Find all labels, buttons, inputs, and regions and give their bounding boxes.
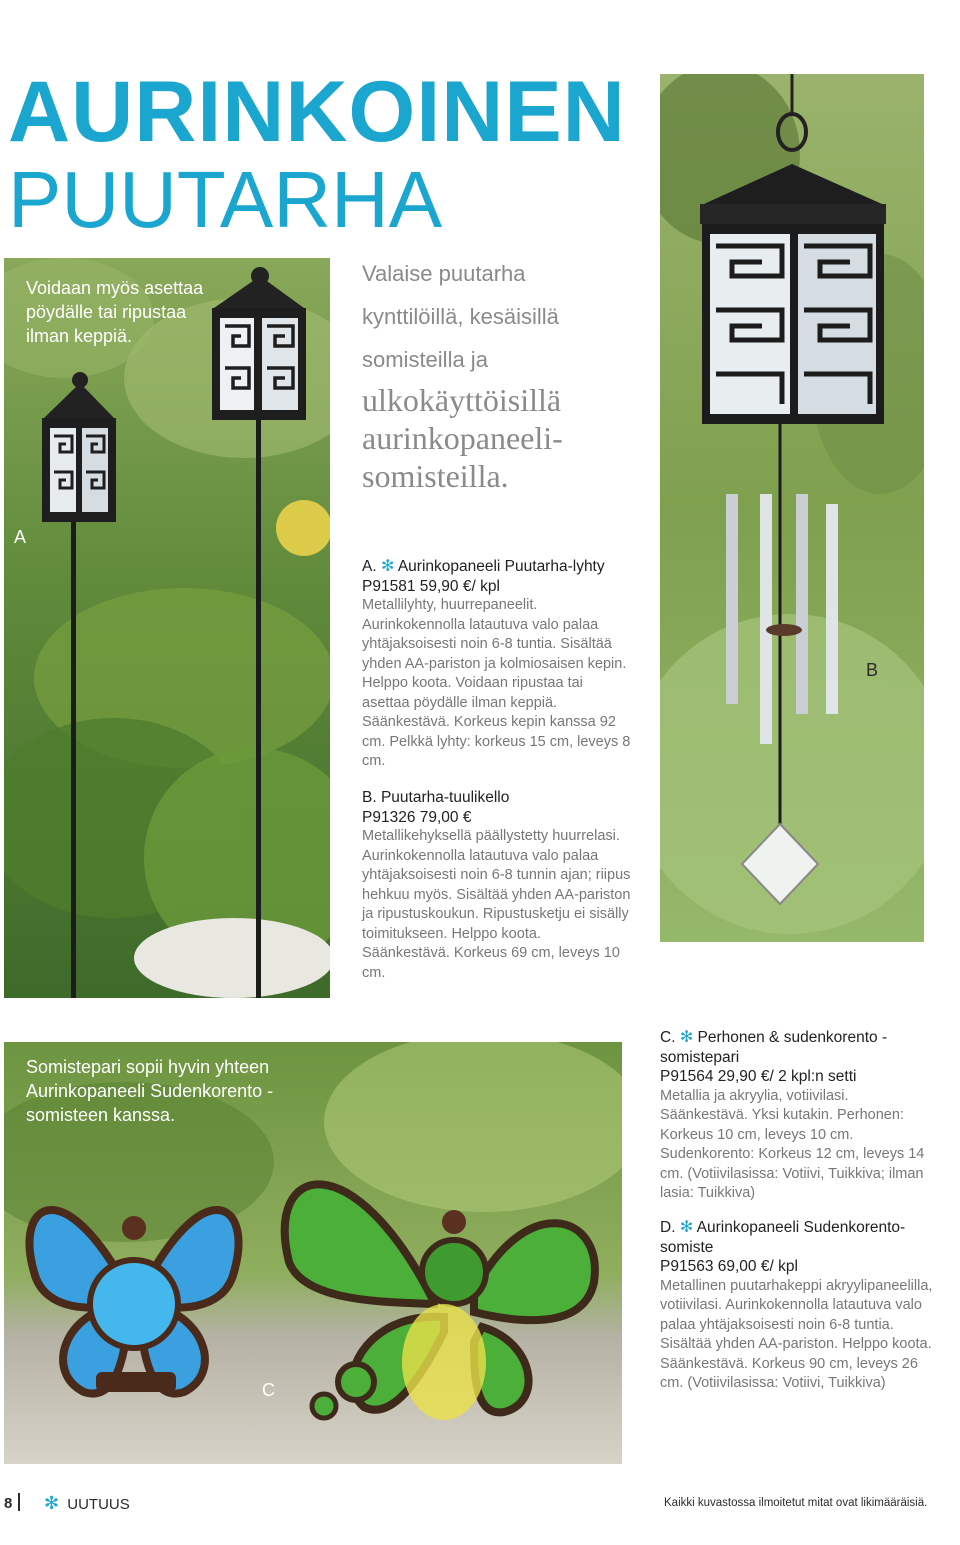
product-a-name: Aurinkopaneeli Puutarha-lyhty — [397, 558, 605, 575]
snowflake-star-icon: ✻ — [679, 1219, 694, 1236]
tagline-line: ulkokäyttöisillä — [362, 382, 562, 418]
tagline-line: somisteilla ja — [362, 347, 488, 372]
photo-c-letter: C — [262, 1380, 275, 1400]
tagline — [362, 252, 642, 495]
page-number: 8 — [4, 1493, 20, 1512]
product-c — [660, 1028, 940, 1204]
page-title-line1: AURINKOINEN — [8, 64, 626, 160]
product-c-name: Perhonen & sudenkorento -somistepari — [660, 1029, 888, 1066]
product-d-code-price: P91563 69,00 €/ kpl — [660, 1258, 798, 1275]
photo-a-caption: Voidaan myös asettaa pöydälle tai ripustaa ilman keppiä. — [26, 278, 204, 346]
product-a-description: Metallilyhty, huurrepaneelit. Aurinkokennolla latautuva valo palaa yhtäjaksoisesti noin 6-8 tuntia. Sisältää yhden AA-pariston ja kolmiosaisen kepin. Helppo koota. Voidaan ripustaa tai asettaa pöydälle ilman keppiä. Säänkestävä. Korkeus kepin kanssa 92 cm. Pelkkä lyhty: korkeus 15 cm, leveys 8 cm. — [362, 597, 631, 769]
page-title-line2: PUUTARHA — [8, 155, 443, 244]
product-d — [660, 1218, 940, 1394]
product-b-name: B. Puutarha-tuulikello — [362, 789, 510, 806]
lantern-photo — [4, 258, 330, 998]
snowflake-star-icon: ✻ — [44, 1493, 60, 1513]
new-label: UUTUUS — [67, 1496, 130, 1513]
new-marker — [44, 1493, 130, 1514]
product-a — [362, 557, 632, 772]
product-c-prefix: C. — [660, 1029, 676, 1046]
product-d-prefix: D. — [660, 1219, 676, 1236]
product-b — [362, 788, 632, 983]
product-d-description: Metallinen puutarhakeppi akryylipaneelilla, votiivilasi. Aurinkokennolla latautuva valo palaa yhtäjaksoisesti noin 6-8 tuntia. Sisältää yhden AA-pariston. Helppo koota. Säänkestävä. Korkeus 90 cm, leveys 26 cm. (Votiivilasissa: Votiivi, Tuikkiva) — [660, 1277, 933, 1391]
photo-a-letter: A — [14, 527, 27, 547]
product-a-prefix: A. — [362, 558, 377, 575]
snowflake-star-icon: ✻ — [679, 1029, 694, 1046]
photo-b-letter: B — [866, 660, 879, 680]
snowflake-star-icon: ✻ — [380, 558, 395, 575]
photo-c-caption: Somistepari sopii hyvin yhteen Aurinkopaneeli Sudenkorento -somisteen kanssa. — [26, 1057, 274, 1125]
product-a-heading — [362, 557, 632, 577]
product-c-description: Metallia ja akryylia, votiivilasi. Säänkestävä. Yksi kutakin. Perhonen: Korkeus 10 cm, leveys 10 cm. Sudenkorento: Korkeus 12 cm, leveys 14 cm. (Votiivilasissa: Votiivi, Tuikkiva; ilman lasia: Tuikkiva) — [660, 1087, 925, 1201]
product-c-heading — [660, 1028, 940, 1067]
product-d-heading — [660, 1218, 940, 1257]
product-c-code-price: P91564 29,90 €/ 2 kpl:n setti — [660, 1068, 857, 1085]
tagline-line: aurinkopaneeli- — [362, 420, 563, 456]
tagline-line: kynttilöillä, kesäisillä — [362, 304, 559, 329]
product-b-code-price: P91326 79,00 € — [362, 808, 472, 826]
tagline-line: somisteilla. — [362, 458, 509, 494]
wind-chime-photo — [660, 74, 924, 942]
page-number-divider — [18, 1493, 20, 1511]
product-a-code-price: P91581 59,90 €/ kpl — [362, 577, 500, 595]
product-d-name: Aurinkopaneeli Sudenkorento-somiste — [660, 1219, 906, 1256]
tagline-line: Valaise puutarha — [362, 261, 526, 286]
product-b-description: Metallikehyksellä päällystetty huurrelasi. Aurinkokennolla latautuva valo palaa yhtäjaksoisesti noin 6-8 tunnin ajan; riipus hehkuu myös. Sisältää yhden AA-pariston ja ripustuskoukun. Ripustusketju ei sisälly toimitukseen. Helppo koota. Säänkestävä. Korkeus 69 cm, leveys 10 cm. — [362, 828, 631, 981]
footer-disclaimer: Kaikki kuvastossa ilmoitetut mitat ovat likimääräisiä. — [664, 1497, 928, 1509]
